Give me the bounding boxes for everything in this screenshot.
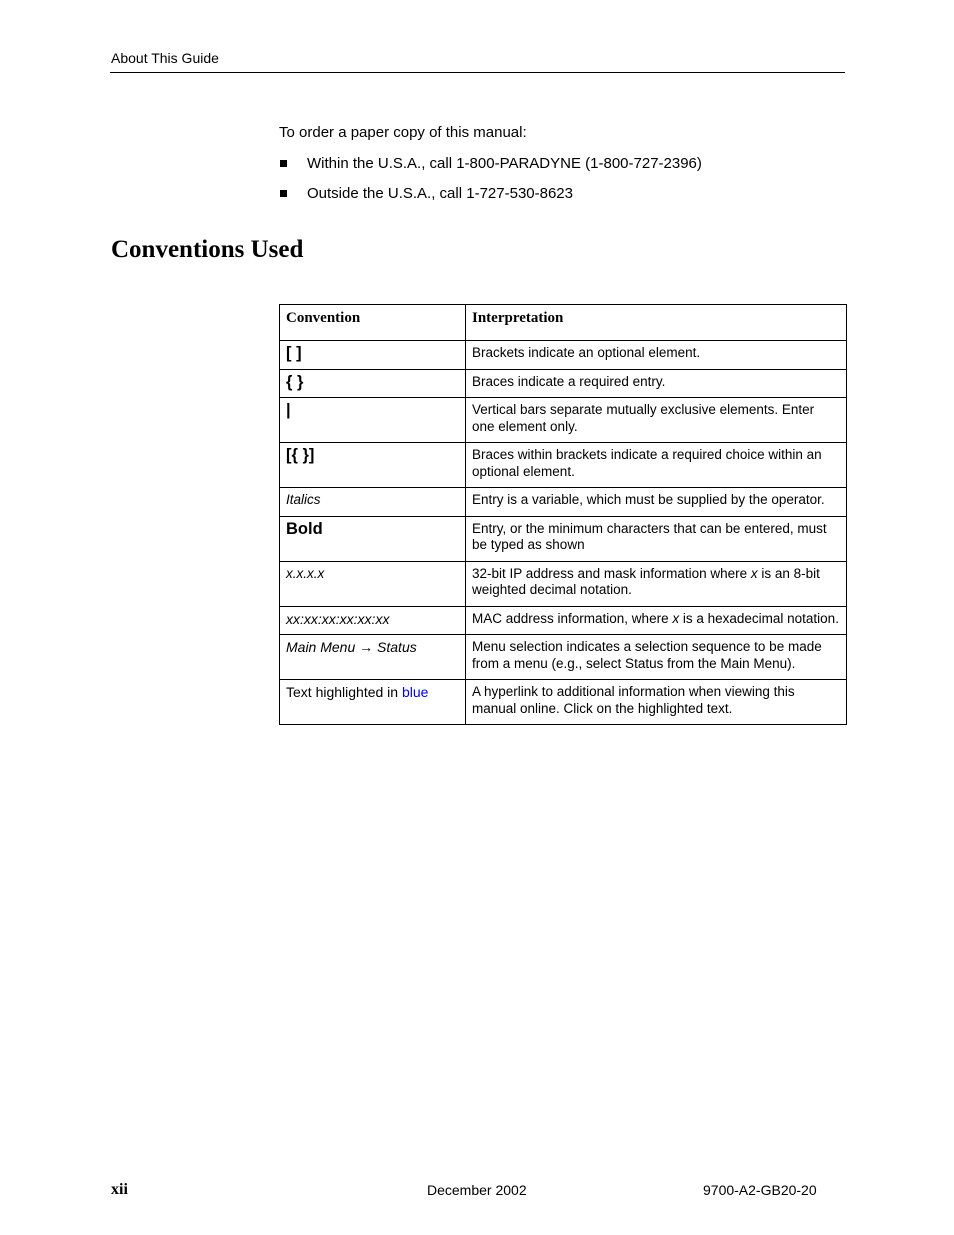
interpretation-cell: Vertical bars separate mutually exclusive elements. Enter one element only. — [466, 398, 847, 443]
interpretation-text: 32-bit IP address and mask information where — [472, 565, 751, 581]
convention-cell: { } — [280, 369, 466, 398]
interpretation-cell — [466, 606, 847, 635]
table-row — [280, 443, 847, 488]
interpretation-cell: Braces indicate a required entry. — [466, 369, 847, 398]
table-header-row — [280, 305, 847, 341]
convention-cell: Italics — [280, 488, 466, 517]
conventions-table — [279, 304, 847, 725]
interpretation-cell: Entry is a variable, which must be supplied by the operator. — [466, 488, 847, 517]
header-rule — [110, 72, 845, 73]
interpretation-text: is an 8-bit weighted decimal notation. — [472, 565, 820, 597]
order-item-text: Outside the U.S.A., call 1-727-530-8623 — [307, 185, 573, 202]
order-list — [279, 155, 702, 215]
convention-cell: [ ] — [280, 341, 466, 370]
table-row — [280, 606, 847, 635]
footer-date: December 2002 — [427, 1182, 527, 1198]
footer-doc-number: 9700-A2-GB20-20 — [703, 1182, 817, 1198]
convention-cell: | — [280, 398, 466, 443]
convention-text: Text highlighted in — [286, 684, 402, 700]
interpretation-cell: Menu selection indicates a selection sequence to be made from a menu (e.g., select Status from the Main Menu). — [466, 635, 847, 680]
convention-cell: xx:xx:xx:xx:xx:xx — [280, 606, 466, 635]
page-number: xii — [111, 1181, 128, 1198]
table-row — [280, 369, 847, 398]
interpretation-cell — [466, 561, 847, 606]
table-row — [280, 635, 847, 680]
column-header-interpretation: Interpretation — [466, 305, 847, 341]
convention-cell: [{ }] — [280, 443, 466, 488]
bullet-square-icon — [280, 190, 287, 197]
column-header-convention: Convention — [280, 305, 466, 341]
interpretation-text: MAC address information, where — [472, 610, 673, 626]
table-row — [280, 561, 847, 606]
bullet-square-icon — [280, 160, 287, 167]
order-intro: To order a paper copy of this manual: — [279, 124, 527, 141]
table-row — [280, 516, 847, 561]
variable-text: x — [672, 610, 680, 626]
order-item-text: Within the U.S.A., call 1-800-PARADYNE (1-800-727-2396) — [307, 155, 702, 172]
list-item — [279, 185, 702, 215]
running-header: About This Guide — [111, 50, 219, 66]
table-row — [280, 341, 847, 370]
interpretation-cell: Braces within brackets indicate a required choice within an optional element. — [466, 443, 847, 488]
convention-cell — [280, 680, 466, 725]
interpretation-cell: A hyperlink to additional information when viewing this manual online. Click on the highlighted text. — [466, 680, 847, 725]
variable-text: x — [750, 565, 758, 581]
section-heading: Conventions Used — [111, 236, 304, 263]
convention-cell: x.x.x.x — [280, 561, 466, 606]
convention-cell: Bold — [280, 516, 466, 561]
table-row — [280, 488, 847, 517]
interpretation-cell: Entry, or the minimum characters that can be entered, must be typed as shown — [466, 516, 847, 561]
interpretation-text: is a hexadecimal notation. — [679, 610, 839, 626]
convention-cell: Main Menu → Status — [280, 635, 466, 680]
table-row — [280, 398, 847, 443]
interpretation-cell: Brackets indicate an optional element. — [466, 341, 847, 370]
list-item — [279, 155, 702, 185]
hyperlink-sample[interactable]: blue — [401, 684, 429, 700]
table-row — [280, 680, 847, 725]
